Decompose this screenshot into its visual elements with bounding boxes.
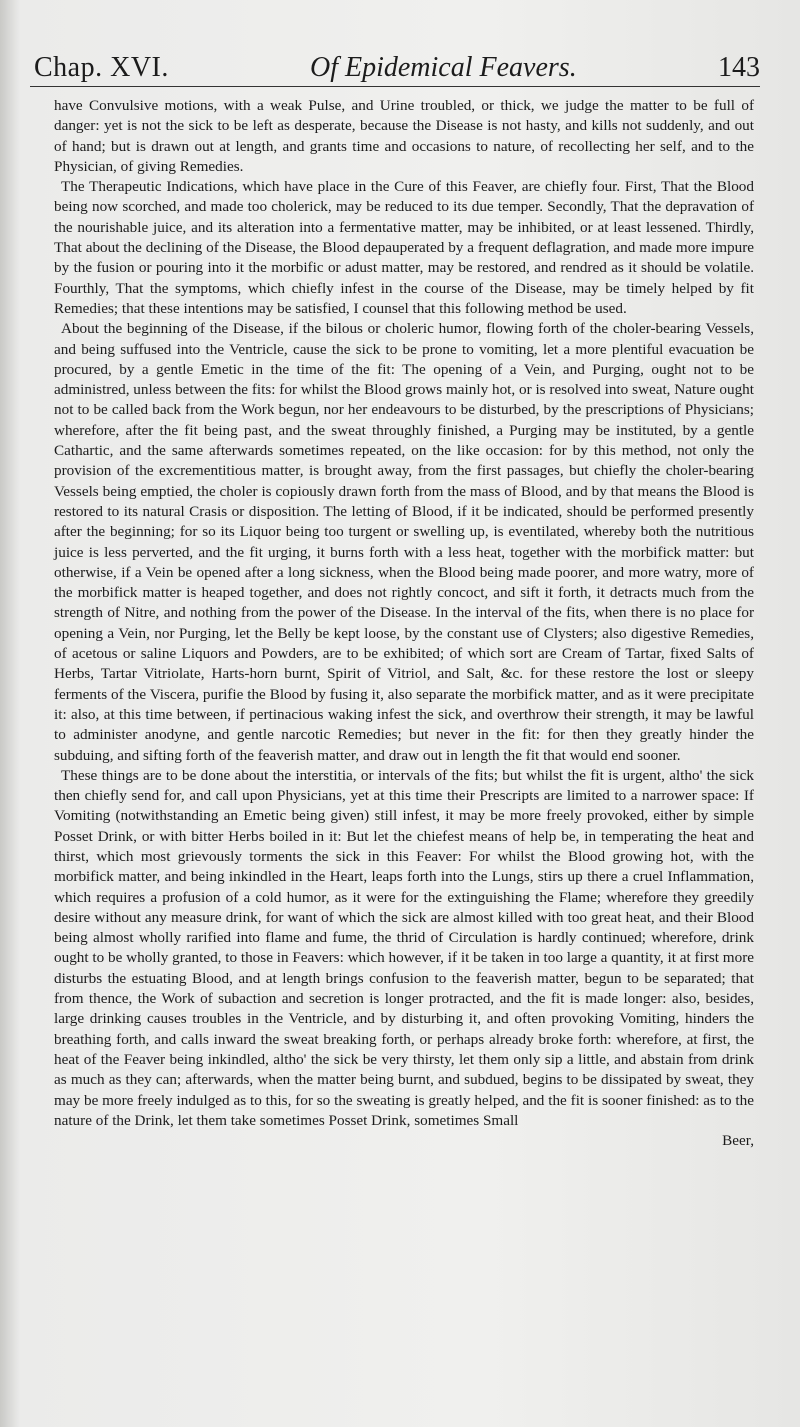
page-body — [54, 96, 754, 1151]
running-title: Of Epidemical Feavers. — [310, 52, 577, 83]
paragraph-continued: have Convulsive motions, with a weak Pulse, and Urine troubled, or thick, we judge the matter to be full of danger: yet is not the sick to be left as desperate, because the Disease is not hasty, and kills not suddenly, and out of hand; but is drawn out at length, and grants time and occasions to nature, of recollecting her self, and to the Physician, of giving Remedies. — [54, 97, 754, 175]
paragraph: These things are to be done about the interstitia, or intervals of the fits; but whilst the fit is urgent, altho' the sick then chiefly send for, and call upon Physicians, yet at this time their Prescripts are limited to a narrower space: If Vomiting (notwithstanding an Emetic being given) still infest, it may be more freely provoked, either by simple Posset Drink, or with bitter Herbs boiled in it: But let the chiefest means of help be, in temperating the heat and thirst, which most grievously torments the sick in this Feaver: For whilst the Blood growing hot, with the morbifick matter, and being inkindled in the Heart, leaps forth into the Lungs, stirs up there a cruel Inflammation, which requires a profusion of a cold humor, as it were for the extinguishing the Flame; wherefore they greedily desire without any measure drink, for want of which the sick are almost killed with too great heat, and their Blood being almost wholly rarified into flame and fume, the thrid of Circulation is hardly continued; wherefore, drink ought to be wholly granted, to those in Feavers: which however, if it be taken in too large a quantity, it at first more disturbs the estuating Blood, and at length brings confusion to the feaverish matter, begun to be separated; that from thence, the Work of subaction and secretion is longer protracted, and the fit is made longer: also, besides, large drinking causes troubles in the Ventricle, and by disturbing it, and often provoking Vomiting, hinders the breathing forth, and calls inward the sweat breaking forth, or perhaps already broke forth: wherefore, at first, the heat of the Feaver being inkindled, altho' the sick be very thirsty, let them only sip a little, and abstain from drink as much as they can; afterwards, when the matter being burnt, and subdued, begins to be dissipated by sweat, they may be more freely indulged as to this, for so the sweating is greatly helped, and the fit is sooner finished: as to the nature of the Drink, let them take sometimes Posset Drink, sometimes Small — [54, 766, 754, 1129]
page-number: 143 — [718, 52, 760, 83]
running-header — [30, 50, 760, 87]
chapter-label: Chap. XVI. — [34, 52, 169, 83]
paragraph: About the beginning of the Disease, if the bilous or choleric humor, flowing forth of the choler-bearing Vessels, and being suffused into the Ventricle, cause the sick to be prone to vomiting, let a more plentiful evacuation be procured, by a gentle Emetic in the time of the fit: The opening of a Vein, and Purging, ought not to be administred, unless between the fits: for whilst the Blood grows mainly hot, or is resolved into sweat, Nature ought not to be called back from the Work begun, nor her endeavours to be disturbed, by the prescriptions of Physicians; wherefore, after the fit being past, and the sweat throughly finished, a Purging may be instituted, by a gentle Cathartic, and the same afterwards sometimes repeated, on the like occasion: for by this method, not only the provision of the excrementitious matter, is brought away, from the first passages, but chiefly the choler-bearing Vessels being emptied, the choler is copiously drawn forth from the mass of Blood, and by that means the Blood is restored to its natural Crasis or disposition. The letting of Blood, if it be indicated, should be performed presently after the beginning; for so its Liquor being too turgent or swelling up, is eventilated, whereby both the nutritious juice is less perverted, and the fit urging, it burns forth with a less heat, together with the morbifick matter: but otherwise, if a Vein be opened after a long sickness, when the Blood being made poorer, and more watry, more of the morbifick matter is heaped together, and does not rightly concoct, and sift it forth, it detracts much from the strength of Nitre, and nothing from the power of the Disease. In the interval of the fits, when there is no place for opening a Vein, nor Purging, let the Belly be kept loose, by the constant use of Clysters; also digestive Remedies, of acetous or saline Liquors and Powders, are to be exhibited; of which sort are Cream of Tartar, fixed Salts of Herbs, Tartar Vitriolate, Harts-horn burnt, Spirit of Vitriol, and Salt, &c. for these restore the lost or sleepy ferments of the Viscera, purifie the Blood by fusing it, also separate the morbifick matter, and as it were precipitate it: also, at this time between, if pertinacious waking infest the sick, and overthrow their strength, it may be lawful to administer anodyne, and gentle narcotic Remedies; but never in the fit: for then they greatly hinder the subduing, and sifting forth of the feaverish matter, and draw out in length the fit that would end sooner. — [54, 320, 754, 764]
catchword: Beer, — [722, 1132, 754, 1150]
paragraph: The Therapeutic Indications, which have place in the Cure of this Feaver, are chiefly four. First, That the Blood being now scorched, and made too cholerick, may be reduced to its due temper. Secondly, That the depravation of the nourishable juice, and its alteration into a fermentative matter, may be inhibited, or at least lessened. Thirdly, That about the declining of the Disease, the Blood depauperated by a frequent deflagration, and made more impure by the fusion or pouring into it the morbific or adust matter, may be restored, and rendred as it should be volatile. Fourthly, That the symptoms, which chiefly infest in the course of the Disease, may be timely helped by fit Remedies; that these intentions may be satisfied, I counsel that this following method be used. — [54, 178, 754, 317]
